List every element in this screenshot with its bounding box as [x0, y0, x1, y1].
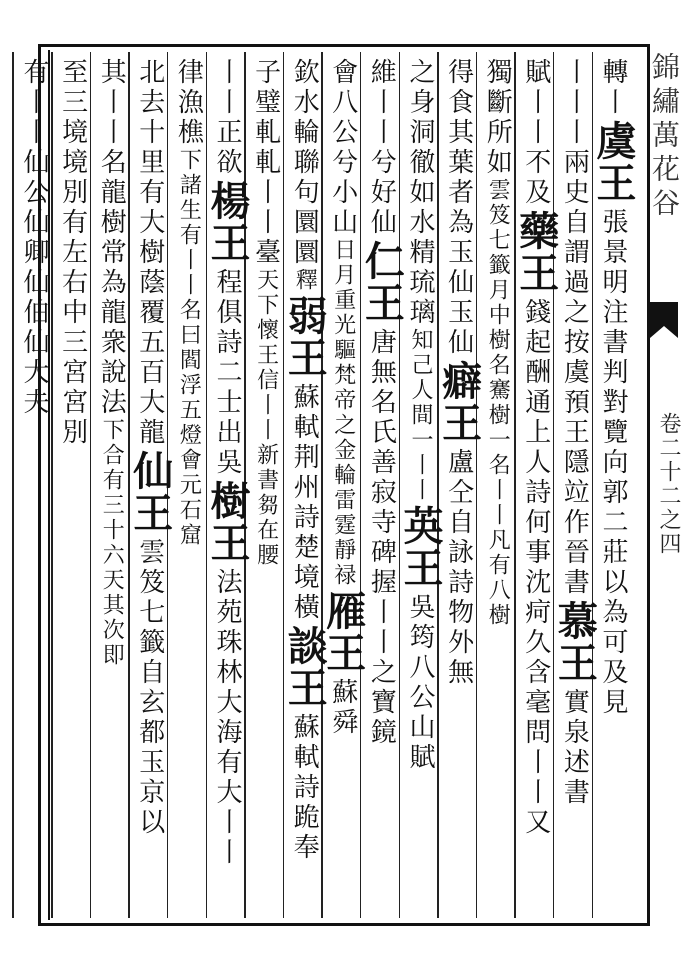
text-column	[512, 58, 560, 916]
text-column	[477, 58, 517, 916]
annotation-text: 名曰閻浮五燈會元石窟	[176, 298, 202, 548]
margin-book-title: 錦繡萬花谷	[648, 52, 681, 222]
text-column	[319, 58, 367, 916]
entry-heading: 仁王	[358, 240, 406, 324]
body-text: 得食其葉者為玉仙玉仙	[443, 58, 474, 358]
text-column	[204, 58, 251, 916]
body-text: 維丨丨兮好仙	[366, 58, 397, 238]
text-column	[14, 58, 54, 916]
body-text: 丨丨正欲	[212, 58, 242, 178]
text-column	[435, 58, 483, 916]
body-text: 蘇舜	[327, 678, 358, 738]
body-text: 實泉述書	[559, 688, 590, 808]
body-text: 北去十里有大樹蔭覆五百大龍	[134, 58, 165, 448]
text-column	[551, 58, 599, 916]
text-column	[246, 58, 286, 916]
body-text: 蘇軾荆州詩楚境橫	[289, 383, 320, 623]
margin-juan-number: 卷二十二之四	[656, 412, 681, 556]
entry-heading: 弱王	[281, 295, 329, 379]
text-column	[358, 58, 406, 916]
text-column	[397, 58, 444, 916]
entry-heading: 仙王	[126, 450, 174, 534]
body-text: 會八公兮小山	[327, 58, 358, 238]
body-text: 其丨丨名龍樹常為龍衆說法	[96, 58, 127, 418]
body-text: 賦丨丨不及	[520, 58, 551, 208]
body-text: 錢起酬通上人詩何事沈疴久含毫問丨丨又	[520, 298, 551, 838]
body-text: 丨丨丨兩史自謂過之按虞預王隱竝作晉書	[559, 58, 590, 598]
body-text: 至三境境別有左右中三宮宮別	[57, 58, 88, 448]
annotation-text: 下諸生有丨丨	[176, 148, 202, 298]
body-text: 唐無名氏善寂寺碑握丨丨之寶鏡	[366, 328, 397, 748]
annotation-text: 下合有三十六天其次即	[99, 418, 125, 668]
annotation-text: 釋	[292, 268, 318, 293]
annotation-text: 新書芻在腰	[253, 443, 279, 568]
entry-heading: 英王	[397, 505, 444, 589]
text-column	[168, 58, 208, 916]
annotation-text: 雲笈七籤月中樹名騫樹一名丨丨凡有八樹	[485, 178, 511, 628]
entry-heading: 癖王	[435, 360, 483, 444]
body-text: 張景明注書判對覽向郭二莊以為可及見	[598, 208, 628, 718]
body-text: 之身洞徹如水精琉璃	[405, 58, 435, 328]
body-text: 有丨丨仙公仙卿仙伯仙大夫	[19, 58, 49, 418]
body-text: 法苑珠林大海有大丨丨	[212, 568, 242, 868]
entry-heading: 虞王	[590, 120, 637, 204]
body-text: 子璧軋軋丨丨臺	[250, 58, 281, 268]
text-column	[91, 58, 131, 916]
entry-heading: 藥王	[512, 210, 560, 294]
text-column	[590, 58, 637, 916]
body-text: 蘇軾詩跪奉	[289, 713, 320, 863]
body-text: 盧仝自詠詩物外無	[443, 448, 474, 688]
body-text: 轉丨	[598, 58, 628, 118]
annotation-text: 日月重光驅梵帝之金輪雷霆靜禄	[330, 238, 356, 588]
body-text: 欽水輪聯句圜圜	[289, 58, 320, 268]
body-text: 雲笈七籤自玄都玉京以	[134, 538, 165, 838]
annotation-text: 知己人間一丨丨	[408, 328, 433, 503]
fishtail-mark-icon	[648, 300, 680, 340]
entry-heading: 談王	[281, 625, 329, 709]
body-text: 吳筠八公山賦	[405, 593, 435, 773]
entry-heading: 楊王	[204, 180, 251, 264]
text-column	[126, 58, 174, 916]
text-column	[281, 58, 329, 916]
body-text: 律漁樵	[173, 58, 204, 148]
entry-heading: 樹王	[204, 480, 251, 564]
text-column	[53, 58, 93, 916]
annotation-text: 天下懷王信丨丨	[253, 268, 279, 443]
entry-heading: 慕王	[551, 600, 599, 684]
body-text: 獨斷所如	[482, 58, 513, 178]
body-text: 程俱詩二士出吳	[212, 268, 242, 478]
column-rule	[12, 52, 14, 918]
entry-heading: 雁王	[319, 590, 367, 674]
